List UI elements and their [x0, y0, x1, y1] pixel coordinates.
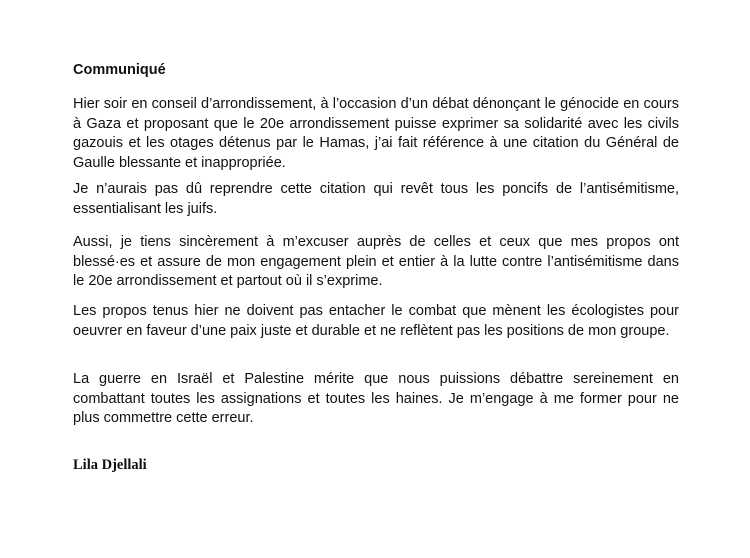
paragraph-1: Hier soir en conseil d’arrondissement, à l’occasion d’un débat dénonçant le génocide en cours à Gaza et proposant que le 20e arrondissement puisse exprimer sa solidarité avec les civils gazouis et les otages détenus par le Hamas, j’ai fait référence à une citation du Général de Gaulle blessante et inappropriée. [73, 96, 679, 171]
signature: Lila Djellali [73, 457, 147, 473]
paragraph-4: Les propos tenus hier ne doivent pas entacher le combat que mènent les écologistes pour oeuvrer en faveur d’une paix juste et durable et ne reflètent pas les positions de mon groupe. [73, 303, 679, 339]
paragraph-3: Aussi, je tiens sincèrement à m’excuser auprès de celles et ceux que mes propos ont blessé·es et assure de mon engagement plein et entier à la lutte contre l’antisémitisme dans le 20e arrondissement et partout où il s’exprime. [73, 234, 679, 289]
paragraph-5: La guerre en Israël et Palestine mérite que nous puissions débattre sereinement en combattant toutes les assignations et toutes les haines. Je m’engage à me former pour ne plus commettre cette erreur. [73, 371, 679, 426]
paragraph-2: Je n’aurais pas dû reprendre cette citation qui revêt tous les poncifs de l’antisémitisme, essentialisant les juifs. [73, 181, 679, 217]
document-title: Communiqué [73, 62, 166, 78]
